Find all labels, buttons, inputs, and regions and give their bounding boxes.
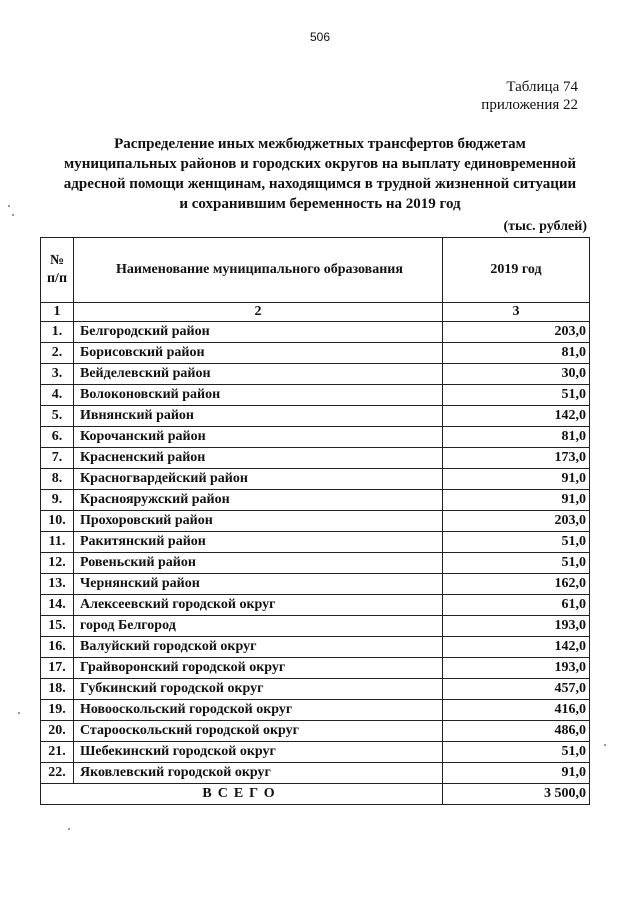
header-row xyxy=(41,238,590,303)
scan-speck xyxy=(68,828,70,830)
row-number: 5. xyxy=(41,406,74,427)
row-name: Корочанский район xyxy=(74,427,443,448)
table-row xyxy=(41,511,590,532)
row-name: Чернянский район xyxy=(74,574,443,595)
row-number: 21. xyxy=(41,742,74,763)
row-value: 51,0 xyxy=(443,532,590,553)
total-label: ВСЕГО xyxy=(41,784,443,805)
row-number: 18. xyxy=(41,679,74,700)
scan-speck xyxy=(12,214,14,216)
total-value: 3 500,0 xyxy=(443,784,590,805)
table-ref-line2: приложения 22 xyxy=(481,97,578,113)
scan-speck xyxy=(18,712,20,714)
table-reference xyxy=(481,78,578,114)
row-name: Грайворонский городской округ xyxy=(74,658,443,679)
row-value: 51,0 xyxy=(443,553,590,574)
table-body xyxy=(41,303,590,805)
table-row xyxy=(41,679,590,700)
row-number: 14. xyxy=(41,595,74,616)
row-name: Алексеевский городской округ xyxy=(74,595,443,616)
row-name: Яковлевский городской округ xyxy=(74,763,443,784)
table-row xyxy=(41,427,590,448)
index-cell: 3 xyxy=(443,303,590,322)
row-value: 416,0 xyxy=(443,700,590,721)
row-number: 19. xyxy=(41,700,74,721)
row-number: 11. xyxy=(41,532,74,553)
row-name: Красненский район xyxy=(74,448,443,469)
table-row xyxy=(41,574,590,595)
row-name: Старооскольский городской округ xyxy=(74,721,443,742)
row-name: Белгородский район xyxy=(74,322,443,343)
row-name: Ракитянский район xyxy=(74,532,443,553)
row-value: 91,0 xyxy=(443,490,590,511)
row-name: Прохоровский район xyxy=(74,511,443,532)
table-row xyxy=(41,721,590,742)
title-line1: Распределение иных межбюджетных трансфертов бюджетам xyxy=(114,136,526,152)
row-value: 51,0 xyxy=(443,385,590,406)
row-value: 51,0 xyxy=(443,742,590,763)
row-number: 9. xyxy=(41,490,74,511)
row-number: 2. xyxy=(41,343,74,364)
table-row xyxy=(41,343,590,364)
units-label: (тыс. рублей) xyxy=(503,219,587,234)
row-value: 81,0 xyxy=(443,343,590,364)
row-value: 193,0 xyxy=(443,658,590,679)
row-name: Новооскольский городской округ xyxy=(74,700,443,721)
row-number: 16. xyxy=(41,637,74,658)
row-number: 12. xyxy=(41,553,74,574)
row-name: Ивнянский район xyxy=(74,406,443,427)
table-row xyxy=(41,385,590,406)
table-ref-line1: Таблица 74 xyxy=(506,79,578,95)
scan-speck xyxy=(8,205,10,207)
row-value: 173,0 xyxy=(443,448,590,469)
table-row xyxy=(41,469,590,490)
table-row xyxy=(41,595,590,616)
row-value: 193,0 xyxy=(443,616,590,637)
row-number: 20. xyxy=(41,721,74,742)
row-name: Валуйский городской округ xyxy=(74,637,443,658)
row-number: 3. xyxy=(41,364,74,385)
row-number: 6. xyxy=(41,427,74,448)
table-row xyxy=(41,532,590,553)
row-value: 81,0 xyxy=(443,427,590,448)
index-cell: 1 xyxy=(41,303,74,322)
row-value: 61,0 xyxy=(443,595,590,616)
index-cell: 2 xyxy=(74,303,443,322)
row-value: 486,0 xyxy=(443,721,590,742)
row-value: 142,0 xyxy=(443,406,590,427)
header-name: Наименование муниципального образования xyxy=(74,238,443,303)
table-row xyxy=(41,658,590,679)
row-number: 13. xyxy=(41,574,74,595)
scan-speck xyxy=(604,744,606,746)
index-row xyxy=(41,303,590,322)
table-row xyxy=(41,553,590,574)
row-name: Ровеньский район xyxy=(74,553,443,574)
row-number: 4. xyxy=(41,385,74,406)
table-row xyxy=(41,448,590,469)
row-name: Краснояружский район xyxy=(74,490,443,511)
row-number: 7. xyxy=(41,448,74,469)
row-value: 142,0 xyxy=(443,637,590,658)
header-value: 2019 год xyxy=(443,238,590,303)
total-row xyxy=(41,784,590,805)
row-name: Волоконовский район xyxy=(74,385,443,406)
row-name: Вейделевский район xyxy=(74,364,443,385)
row-value: 162,0 xyxy=(443,574,590,595)
row-name: город Белгород xyxy=(74,616,443,637)
table-row xyxy=(41,322,590,343)
table-row xyxy=(41,637,590,658)
table-row xyxy=(41,364,590,385)
table-row xyxy=(41,763,590,784)
document-title xyxy=(40,134,600,214)
row-name: Борисовский район xyxy=(74,343,443,364)
table-row xyxy=(41,700,590,721)
row-value: 203,0 xyxy=(443,322,590,343)
row-value: 30,0 xyxy=(443,364,590,385)
row-name: Губкинский городской округ xyxy=(74,679,443,700)
row-name: Шебекинский городской округ xyxy=(74,742,443,763)
row-value: 457,0 xyxy=(443,679,590,700)
row-number: 1. xyxy=(41,322,74,343)
title-line2: муниципальных районов и городских округов на выплату единовременной xyxy=(64,156,576,172)
row-value: 91,0 xyxy=(443,469,590,490)
row-value: 203,0 xyxy=(443,511,590,532)
allocation-table xyxy=(40,237,590,805)
table-row xyxy=(41,406,590,427)
title-line4: и сохранившим беременность на 2019 год xyxy=(179,196,461,212)
row-number: 22. xyxy=(41,763,74,784)
row-number: 8. xyxy=(41,469,74,490)
row-number: 10. xyxy=(41,511,74,532)
table-row xyxy=(41,742,590,763)
row-number: 15. xyxy=(41,616,74,637)
header-number: № п/п xyxy=(41,238,74,303)
row-number: 17. xyxy=(41,658,74,679)
page-number: 506 xyxy=(309,30,331,44)
title-line3: адресной помощи женщинам, находящимся в трудной жизненной ситуации xyxy=(63,176,577,192)
table-row xyxy=(41,490,590,511)
row-name: Красногвардейский район xyxy=(74,469,443,490)
row-value: 91,0 xyxy=(443,763,590,784)
table-row xyxy=(41,616,590,637)
